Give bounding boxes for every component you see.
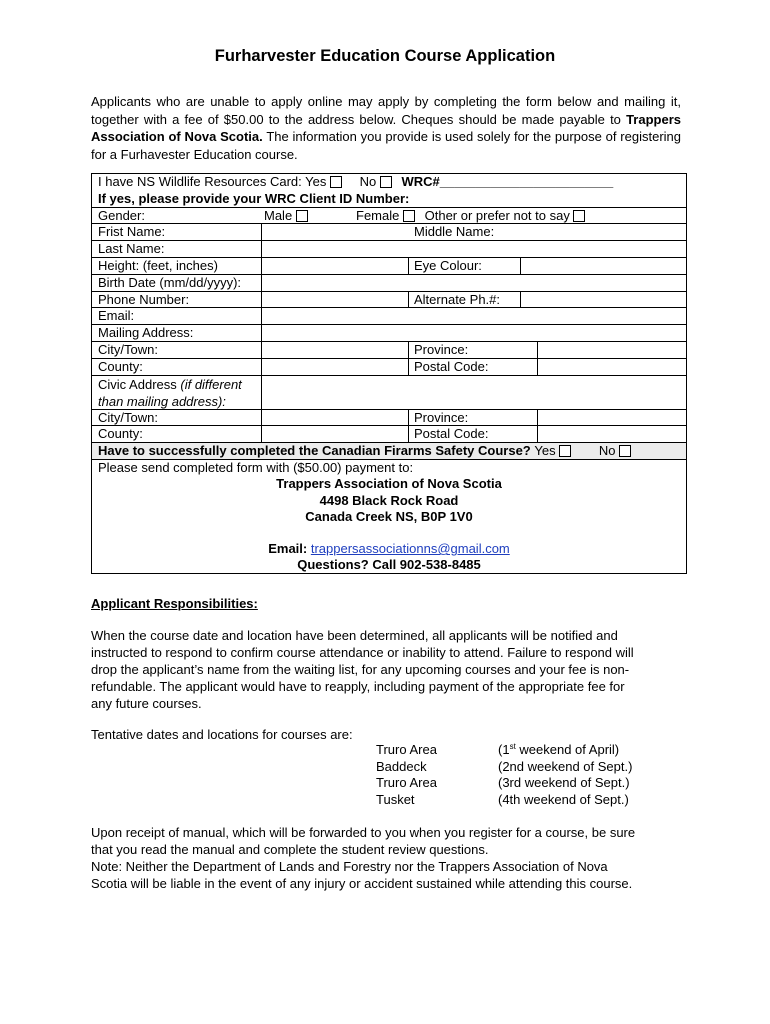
email-field[interactable] <box>262 308 686 324</box>
gender-row <box>92 208 686 225</box>
application-form <box>91 173 687 574</box>
other-gender-label: Other or prefer not to say <box>424 207 570 223</box>
county-row <box>92 359 686 376</box>
manual-note-paragraph <box>91 824 681 892</box>
course-location: Baddeck <box>376 758 427 774</box>
firearms-course-row <box>92 443 686 460</box>
county-label: County: <box>98 358 143 374</box>
civic-note-1: (if different <box>180 376 242 392</box>
civic-postal-code-label: Postal Code: <box>414 426 489 442</box>
wrc-number-field[interactable]: ________________________ <box>439 174 614 189</box>
phone-row <box>92 292 686 309</box>
course-date <box>498 742 619 759</box>
province-label: Province: <box>414 341 469 357</box>
intro-text-1: Applicants who are unable to apply online may apply by completing the form below and mailing it, together with a fee of $50.00 to the address below. Cheques should be made payable to <box>91 94 681 127</box>
wildlife-card-row <box>92 174 686 191</box>
wrc-client-id-label: If yes, please provide your WRC Client ID Number: <box>98 190 410 206</box>
middle-name-label: Middle Name: <box>414 224 495 240</box>
male-checkbox[interactable] <box>296 210 308 222</box>
firearms-question: Have to successfully completed the Canadian Firarms Safety Course? <box>98 443 531 459</box>
civic-address-label <box>92 376 242 409</box>
alternate-phone-field[interactable] <box>521 292 686 308</box>
alternate-phone-label: Alternate Ph.#: <box>414 291 500 307</box>
mailing-address-field[interactable] <box>262 325 686 341</box>
mailing-address-row <box>92 325 686 342</box>
responsibilities-paragraph <box>91 627 681 712</box>
gender-label: Gender: <box>98 207 145 223</box>
civic-province-field[interactable] <box>538 410 686 426</box>
send-instruction: Please send completed form with ($50.00) payment to: <box>98 459 414 475</box>
height-row <box>92 258 686 275</box>
eye-colour-label: Eye Colour: <box>414 257 482 273</box>
civic-city-field[interactable] <box>262 410 408 426</box>
last-name-label: Last Name: <box>98 241 165 257</box>
civic-county-label: County: <box>98 426 143 442</box>
civic-address-row <box>92 376 686 410</box>
first-name-field[interactable] <box>262 224 408 240</box>
last-name-field[interactable] <box>262 241 686 257</box>
civic-address-field[interactable] <box>262 376 686 409</box>
course-date-pre: (1 <box>498 742 510 757</box>
mailing-instructions <box>92 460 686 573</box>
eye-colour-field[interactable] <box>521 258 686 274</box>
intro-payee: Trappers Association of Nova Scotia. <box>91 111 681 144</box>
mailing-address-label: Mailing Address: <box>98 325 194 341</box>
para2-line: that you read the manual and complete the student review questions. <box>91 842 489 857</box>
birth-date-row <box>92 275 686 292</box>
course-date: (4th weekend of Sept.) <box>498 791 629 807</box>
responsibilities-heading: Applicant Responsibilities: <box>91 596 258 611</box>
city-label: City/Town: <box>98 341 158 357</box>
course-date: (2nd weekend of Sept.) <box>498 758 633 774</box>
civic-city-row <box>92 410 686 427</box>
email-label: Email: <box>98 308 135 324</box>
city-field[interactable] <box>262 342 408 358</box>
civic-note-2: than mailing address): <box>98 393 226 409</box>
wildlife-no-label: No <box>359 174 377 189</box>
county-field[interactable] <box>262 359 408 375</box>
wrc-client-id-row <box>92 191 686 208</box>
last-name-row <box>92 241 686 258</box>
course-location: Truro Area <box>376 775 437 790</box>
civic-county-field[interactable] <box>262 426 408 442</box>
first-name-row <box>92 224 686 241</box>
wildlife-card-label: I have NS Wildlife Resources Card: Yes <box>98 174 327 189</box>
para1-line: drop the applicant’s name from the waiting list, for any upcoming courses and your fee is non- <box>91 662 630 677</box>
first-name-label: Frist Name: <box>98 224 166 240</box>
civic-province-label: Province: <box>414 409 469 425</box>
postal-code-label: Postal Code: <box>414 358 489 374</box>
questions-phone: Questions? Call 902-538-8485 <box>297 557 481 573</box>
course-date-post: weekend of April) <box>515 742 620 757</box>
female-label: Female <box>356 207 400 223</box>
male-label: Male <box>264 207 293 223</box>
civic-county-row <box>92 426 686 443</box>
wildlife-no-checkbox[interactable] <box>380 176 392 188</box>
firearms-no-checkbox[interactable] <box>619 445 631 457</box>
course-location: Tusket <box>376 791 415 807</box>
civic-city-label: City/Town: <box>98 409 158 425</box>
intro-paragraph <box>91 93 681 163</box>
phone-field[interactable] <box>262 292 408 308</box>
province-field[interactable] <box>538 342 686 358</box>
height-field[interactable] <box>262 258 408 274</box>
course-location: Truro Area <box>376 742 437 757</box>
email-link[interactable]: trappersassociationns@gmail.com <box>310 541 510 557</box>
other-gender-checkbox[interactable] <box>573 210 585 222</box>
para1-line: any future courses. <box>91 696 202 711</box>
org-name: Trappers Association of Nova Scotia <box>276 476 502 492</box>
para1-line: When the course date and location have been determined, all applicants will be notified and <box>91 628 618 643</box>
birth-date-label: Birth Date (mm/dd/yyyy): <box>98 274 242 290</box>
wrc-label: WRC# <box>401 174 440 189</box>
para2-line: Scotia will be liable in the event of any injury or accident sustained while attending this course. <box>91 876 633 891</box>
org-street: 4498 Black Rock Road <box>319 492 459 508</box>
page-title: Furharvester Education Course Application <box>214 47 556 65</box>
phone-label: Phone Number: <box>98 291 190 307</box>
para2-line: Upon receipt of manual, which will be forwarded to you when you register for a course, be sure <box>91 825 636 840</box>
firearms-no-label: No <box>598 443 616 459</box>
civic-postal-code-field[interactable] <box>538 426 686 442</box>
civic-address-text: Civic Address <box>98 376 177 392</box>
para1-line: instructed to respond to confirm course attendance or inability to attend. Failure to respond will <box>91 645 634 660</box>
email-contact-label: Email: <box>268 541 308 557</box>
para1-line: refundable. The applicant would have to reapply, including payment of the appropriate fee for <box>91 679 625 694</box>
birth-date-field[interactable] <box>262 275 686 291</box>
postal-code-field[interactable] <box>538 359 686 375</box>
firearms-yes-label: Yes <box>534 443 556 459</box>
org-town: Canada Creek NS, B0P 1V0 <box>305 508 473 524</box>
email-row <box>92 308 686 325</box>
firearms-yes-checkbox[interactable] <box>559 445 571 457</box>
intro-text-2: The information you provide is used solely for the purpose of registering for a Furhavester Education course. <box>91 129 681 162</box>
course-date: (3rd weekend of Sept.) <box>498 775 630 790</box>
city-row <box>92 342 686 359</box>
wildlife-yes-checkbox[interactable] <box>330 176 342 188</box>
dates-intro: Tentative dates and locations for courses are: <box>91 727 353 742</box>
para2-line: Note: Neither the Department of Lands and Forestry nor the Trappers Association of Nova <box>91 859 608 874</box>
height-label: Height: (feet, inches) <box>98 257 218 273</box>
female-checkbox[interactable] <box>403 210 415 222</box>
course-date-sup: st <box>509 742 516 751</box>
